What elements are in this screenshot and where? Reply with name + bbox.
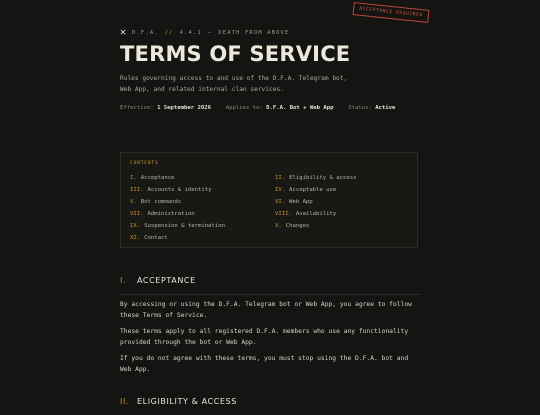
meta-row <box>120 105 395 111</box>
acceptance-required-stamp: ACCEPTANCE REQUIRED <box>353 2 430 23</box>
page-subtitle: Rules governing access to and use of the D.F.A. Telegram bot, Web App, and related internal clan services. <box>120 75 348 93</box>
section-number: II. <box>120 397 130 406</box>
toc-item-eligibility[interactable]: II. Eligibility & access <box>275 175 357 181</box>
section-number: I. <box>120 276 127 285</box>
page-title: TERMS OF SERVICE <box>120 42 351 66</box>
version-label: 4.4.1 <box>179 30 202 36</box>
table-of-contents <box>120 152 418 248</box>
brand-dash: — <box>207 30 213 36</box>
brand-separator: // <box>164 30 174 36</box>
section-title: ACCEPTANCE <box>137 276 196 285</box>
toc-item-accounts[interactable]: III. Accounts & identity <box>130 187 212 193</box>
toc-item-suspension[interactable]: IX. Suspension & termination <box>130 223 225 229</box>
status-label: Status: <box>348 105 372 111</box>
brand-tagline: DEATH FROM ABOVE <box>218 30 290 36</box>
toc-item-acceptable-use[interactable]: IV. Acceptable use <box>275 187 337 193</box>
status-value: Active <box>375 105 396 111</box>
brand-name: D.F.A. <box>132 30 159 36</box>
section-heading-acceptance <box>120 276 420 295</box>
section-heading-eligibility <box>120 397 420 415</box>
toc-item-availability[interactable]: VIII. Availability <box>275 211 337 217</box>
applies-label: Applies to: <box>225 105 263 111</box>
toc-item-contact[interactable]: XI. Contact <box>130 235 168 241</box>
effective-label: Effective: <box>120 105 154 111</box>
toc-item-acceptance[interactable]: I. Acceptance <box>130 175 175 181</box>
toc-item-administration[interactable]: VII. Administration <box>130 211 195 217</box>
toc-item-web-app[interactable]: VI. Web App <box>275 199 313 205</box>
close-x-icon[interactable]: ✕ <box>120 27 127 38</box>
section-paragraph: By accessing or using the D.F.A. Telegram bot or Web App, you agree to follow these Terms of Service. <box>120 301 412 319</box>
section-paragraph: If you do not agree with these terms, you must stop using the D.F.A. bot and Web App. <box>120 355 409 373</box>
toc-item-changes[interactable]: X. Changes <box>275 223 310 229</box>
effective-value: 1 September 2026 <box>157 105 211 111</box>
brand-line <box>120 28 289 38</box>
toc-title: CONTENTS <box>130 161 159 166</box>
toc-item-bot-commands[interactable]: V. Bot commands <box>130 199 182 205</box>
applies-value: D.F.A. Bot + Web App <box>266 105 334 111</box>
section-title: ELIGIBILITY & ACCESS <box>137 397 237 406</box>
section-paragraph: These terms apply to all registered D.F.A. members who use any functionality provided through the bot or Web App. <box>120 328 409 346</box>
